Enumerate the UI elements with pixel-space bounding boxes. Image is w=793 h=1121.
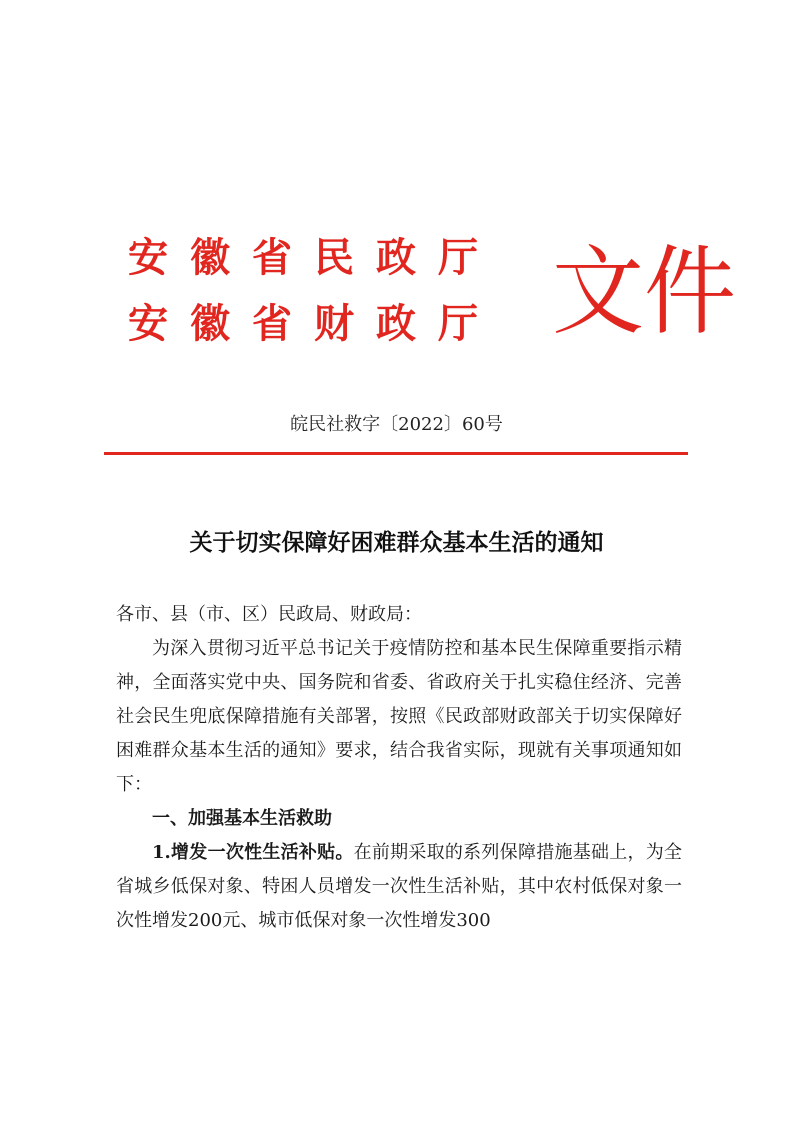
item-label: 1.增发一次性生活补贴。 xyxy=(152,842,354,863)
red-divider xyxy=(104,452,688,455)
salutation: 各市、县（市、区）民政局、财政局： xyxy=(116,604,422,625)
document-body xyxy=(116,598,682,938)
section-heading: 一、加强基本生活救助 xyxy=(152,808,332,829)
document-number: 皖民社救字〔2022〕60号 xyxy=(290,414,503,435)
item-paragraph xyxy=(116,836,682,938)
intro-paragraph: 为深入贯彻习近平总书记关于疫情防控和基本民生保障重要指示精神，全面落实党中央、国务院和省委、省政府关于扎实稳住经济、完善社会民生兜底保障措施有关部署，按照《民政部财政部关于切实保障好困难群众基本生活的通知》要求，结合我省实际，现就有关事项通知如下： xyxy=(116,638,682,795)
issuer-line-civil-affairs: 安徽省民政厅 xyxy=(128,234,500,281)
document-word: 文件 xyxy=(552,235,737,348)
document-title: 关于切实保障好困难群众基本生活的通知 xyxy=(189,529,604,556)
item-text: 在前期采取的系列保障措施基础上，为全省城乡低保对象、特困人员增发一次性生活补贴，其中农村低保对象一次性增发200元、城市低保对象一次性增发300 xyxy=(116,842,682,931)
issuer-line-finance: 安徽省财政厅 xyxy=(128,300,500,347)
